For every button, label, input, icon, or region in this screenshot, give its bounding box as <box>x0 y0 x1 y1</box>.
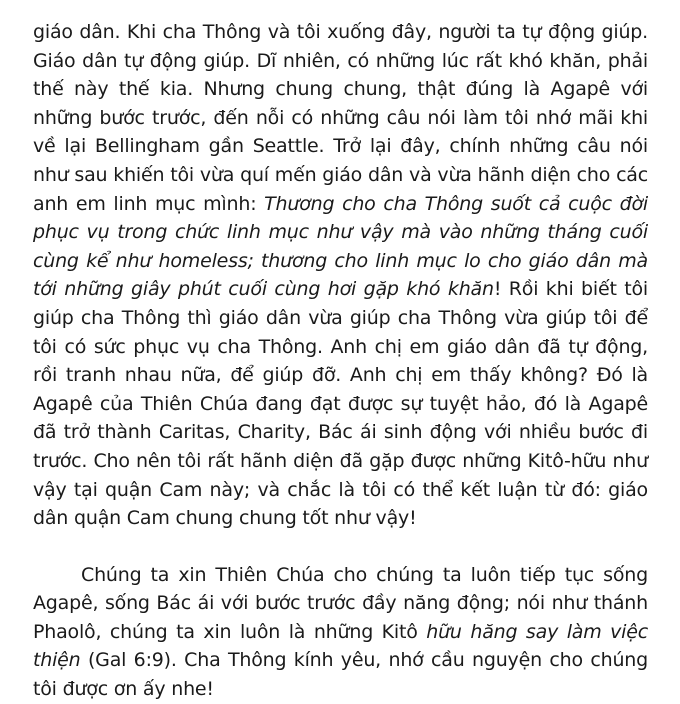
paragraph-2-italic-phrase: hữu hăng say làm việc thiện <box>33 620 648 672</box>
paragraph-2 <box>33 561 648 704</box>
paragraph-1-italic-quote: Thương cho cha Thông suốt cả cuộc đời phục vụ trong chức linh mục như vậy mà vào những tháng cuối cùng kể như homeless; thương cho linh mục lo cho giáo dân mà tới những giây phút cuối cùng hơi gặp khó khăn <box>33 192 648 301</box>
paragraph-1 <box>33 18 648 533</box>
document-page <box>33 18 648 704</box>
paragraph-1-text-2: ! Rồi khi biết tôi giúp cha Thông thì giáo dân vừa giúp cha Thông vừa giúp tôi để tôi có sức phục vụ cha Thông. Anh chị em giáo dân đã tự động, rồi tranh nhau nữa, để giúp đỡ. Anh chị em thấy không? Đó là Agapê của Thiên Chúa đang đạt được sự tuyệt hảo, đó là Agapê đã trở thành Caritas, Charity, Bác ái sinh động với nhiều bước đi trước. Cho nên tôi rất hãnh diện đã gặp được những Kitô-hữu như vậy tại quận Cam này; và chắc là tôi có thể kết luận từ đó: giáo dân quận Cam chung chung tốt như vậy! <box>33 278 649 530</box>
paragraph-2-text-1: Chúng ta xin Thiên Chúa cho chúng ta luôn tiếp tục sống Agapê, sống Bác ái với bước trước đầy năng động; nói như thánh Phaolô, chúng ta xin luôn là những Kitô <box>33 563 648 643</box>
paragraph-1-text-1: giáo dân. Khi cha Thông và tôi xuống đây, người ta tự động giúp. Giáo dân tự động giúp. Dĩ nhiên, có những lúc rất khó khăn, phải thế này thế kia. Nhưng chung chung, thật đúng là Agapê với những bước trước, đến nỗi có những câu nói làm tôi nhớ mãi khi về lại Bellingham gần Seattle. Trở lại đây, chính những câu nói như sau khiến tôi vừa quí mến giáo dân và vừa hãnh diện cho các anh em linh mục mình: <box>33 21 648 215</box>
paragraph-2-text-2: (Gal 6:9). Cha Thông kính yêu, nhớ cầu nguyện cho chúng tôi được ơn ấy nhe! <box>33 649 648 701</box>
